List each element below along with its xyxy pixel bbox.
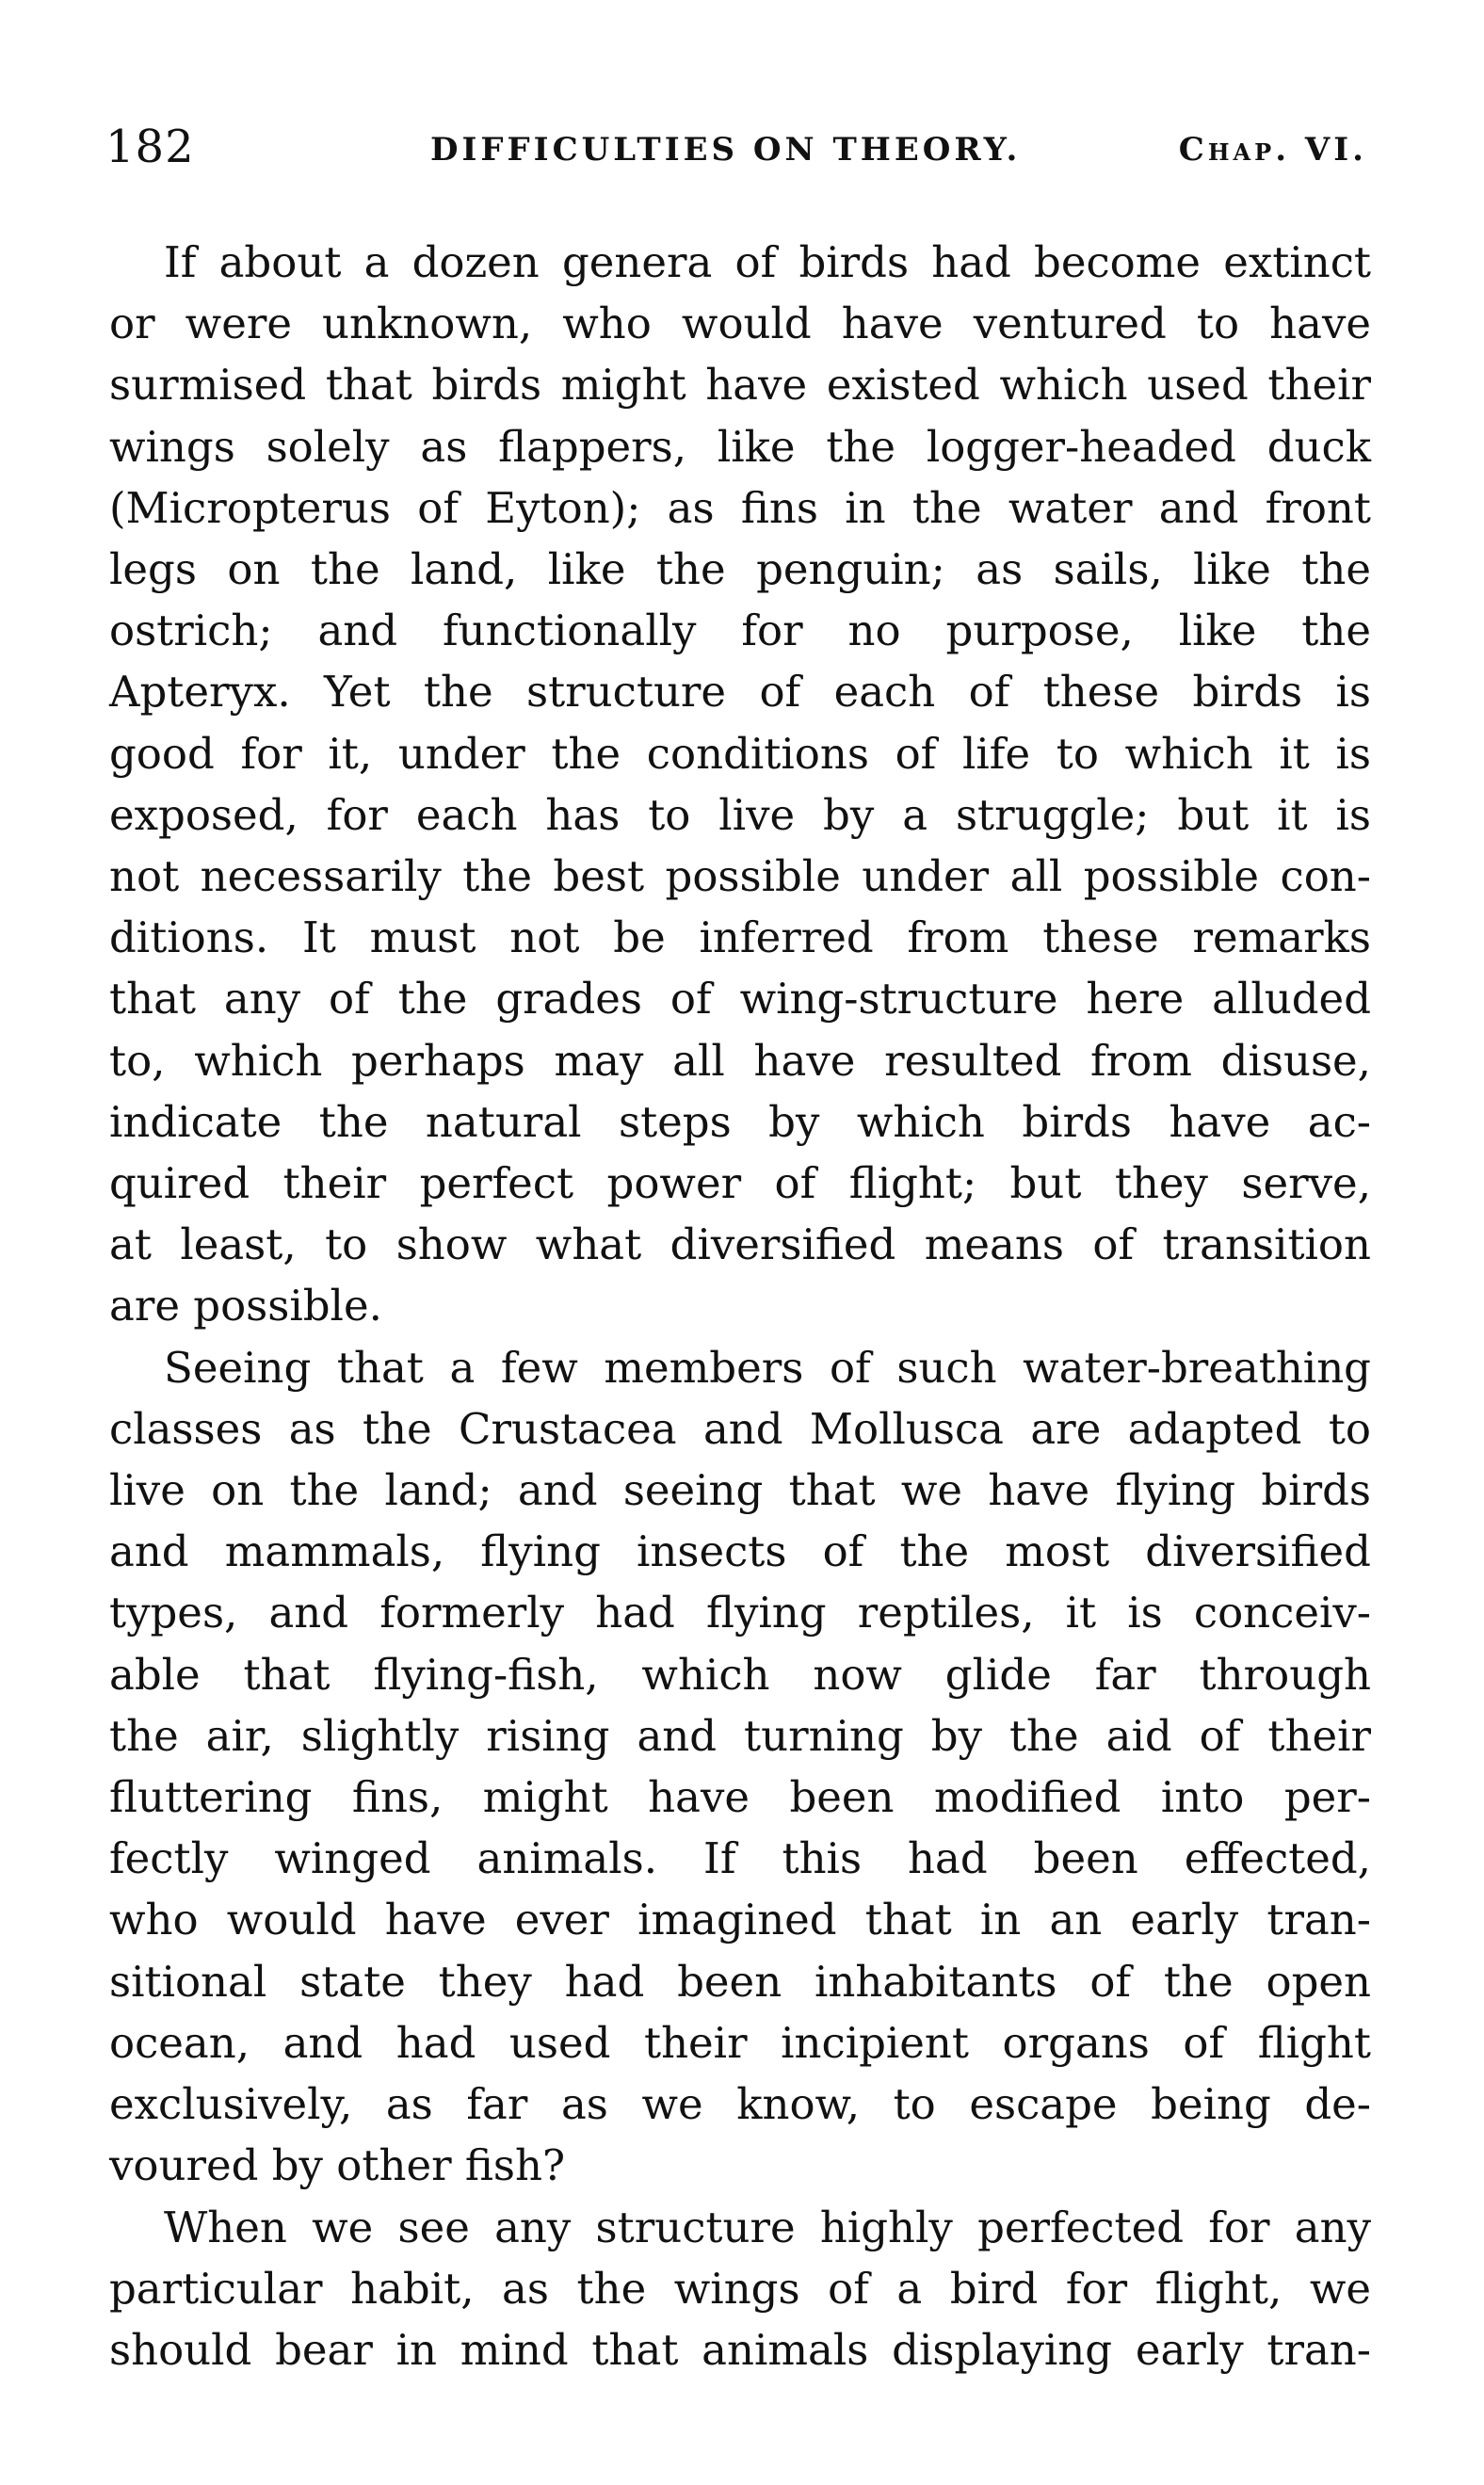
- text-line: fectly winged animals. If this had been effected,: [109, 1833, 1371, 1884]
- paragraph: [109, 1337, 1371, 2197]
- text-line: exposed, for each has to live by a struggle; but it is: [109, 789, 1371, 840]
- text-line: exclusively, as far as we know, to escape being de-: [109, 2079, 1371, 2130]
- running-title: DIFFICULTIES ON THEORY.: [430, 131, 1022, 169]
- text-line: not necessarily the best possible under all possible con-: [109, 851, 1371, 902]
- text-line: should bear in mind that animals displaying early tran-: [109, 2324, 1371, 2375]
- text-line: indicate the natural steps by which birds have ac-: [109, 1096, 1371, 1147]
- text-line: surmised that birds might have existed which used their: [109, 360, 1371, 411]
- page-number: 182: [105, 121, 195, 173]
- text-line: live on the land; and seeing that we have flying birds: [109, 1465, 1371, 1516]
- text-line: are possible.: [109, 1281, 382, 1331]
- text-line: good for it, under the conditions of life to which it is: [109, 728, 1371, 779]
- text-line: wings solely as flappers, like the logger-headed duck: [109, 421, 1371, 472]
- text-line: voured by other fish?: [109, 2140, 566, 2191]
- paragraph: [109, 232, 1371, 1337]
- text-line: Apteryx. Yet the structure of each of these birds is: [109, 667, 1371, 718]
- text-line: and mammals, flying insects of the most diversified: [109, 1526, 1371, 1577]
- text-line: quired their perfect power of flight; but they serve,: [109, 1158, 1371, 1209]
- text-line: ostrich; and functionally for no purpose, like the: [109, 605, 1371, 656]
- text-line: particular habit, as the wings of a bird for flight, we: [109, 2263, 1371, 2314]
- text-line: or were unknown, who would have ventured to have: [109, 299, 1371, 349]
- text-line: types, and formerly had flying reptiles, it is conceiv-: [109, 1588, 1371, 1638]
- text-line: Seeing that a few members of such water-breathing: [164, 1342, 1371, 1393]
- text-line: ditions. It must not be inferred from these remarks: [109, 912, 1371, 963]
- text-line: able that flying-fish, which now glide far through: [109, 1649, 1371, 1700]
- text-line: the air, slightly rising and turning by the aid of their: [109, 1710, 1371, 1761]
- text-line: legs on the land, like the penguin; as sails, like the: [109, 544, 1371, 595]
- text-line: When we see any structure highly perfected for any: [164, 2202, 1371, 2252]
- text-line: sitional state they had been inhabitants of the open: [109, 1956, 1371, 2007]
- text-line: who would have ever imagined that in an early tran-: [109, 1895, 1371, 1945]
- page-header: [105, 119, 1367, 185]
- text-line: to, which perhaps may all have resulted from disuse,: [109, 1035, 1371, 1086]
- text-line: classes as the Crustacea and Mollusca are adapted to: [109, 1403, 1371, 1454]
- text-line: at least, to show what diversified means of transition: [109, 1219, 1371, 1270]
- page-body-text: [109, 232, 1371, 2380]
- text-line: fluttering fins, might have been modified into per-: [109, 1772, 1371, 1823]
- chapter-label: Chap. VI.: [1178, 131, 1367, 169]
- text-line: (Micropterus of Eyton); as fins in the water and front: [109, 482, 1371, 533]
- text-line: If about a dozen genera of birds had become extinct: [164, 237, 1371, 287]
- paragraph: [109, 2197, 1371, 2381]
- text-line: ocean, and had used their incipient organs of flight: [109, 2017, 1371, 2068]
- text-line: that any of the grades of wing-structure here alluded: [109, 974, 1371, 1025]
